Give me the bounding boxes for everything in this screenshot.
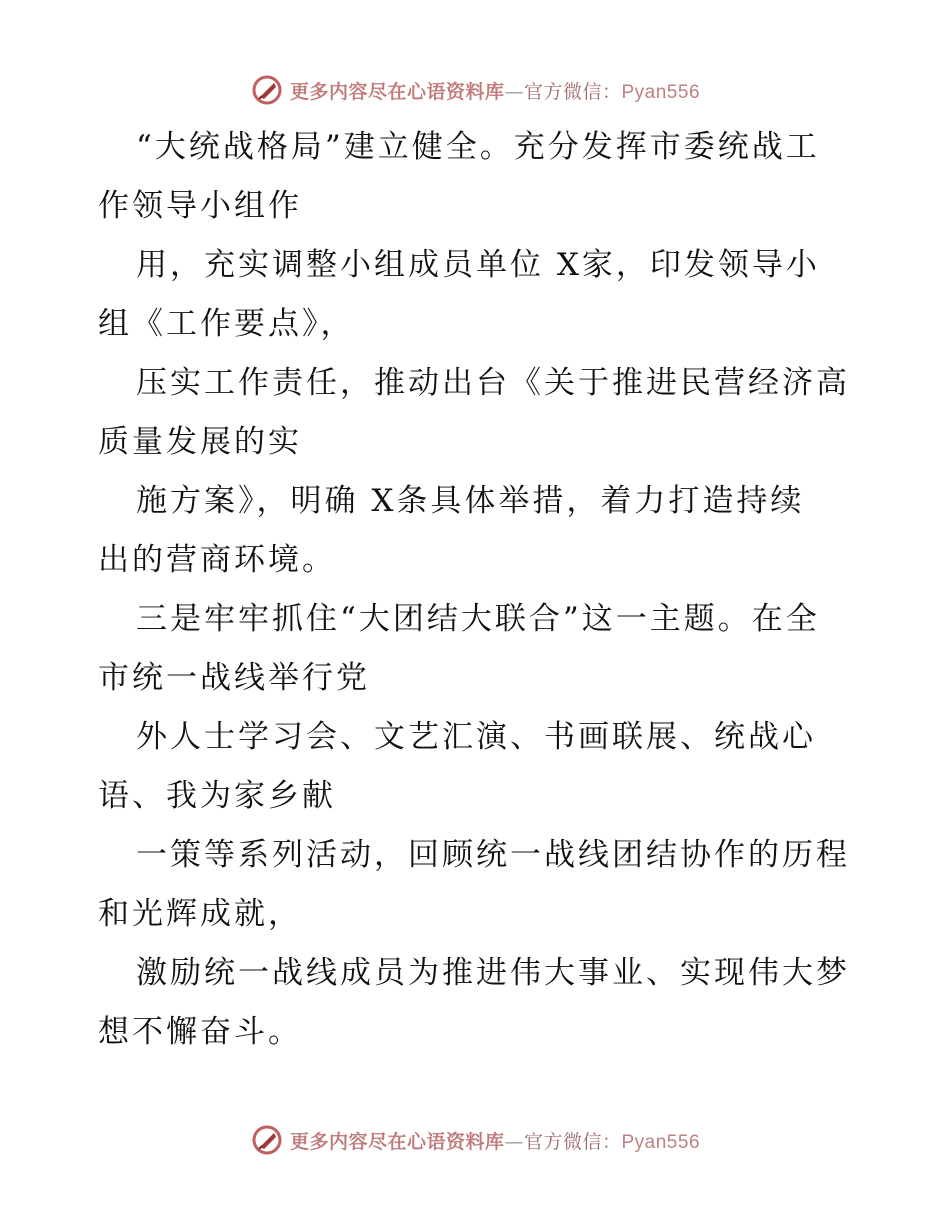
text-line: 组《工作要点》， bbox=[98, 306, 355, 342]
text-line: 质量发展的实 bbox=[98, 424, 302, 460]
text-line: 出的营商环境。 bbox=[98, 542, 336, 578]
banner-main-text: 更多内容尽在心语资料库 bbox=[289, 80, 505, 103]
quill-logo-icon bbox=[250, 73, 284, 107]
document-body bbox=[98, 118, 858, 1062]
header-banner bbox=[0, 70, 950, 110]
text-line: 作领导小组作 bbox=[98, 188, 302, 224]
footer-banner bbox=[0, 1120, 950, 1160]
banner-text bbox=[290, 1127, 700, 1154]
text-line: 施方案》，明确 X条具体举措，着力打造持续 bbox=[136, 483, 805, 519]
quill-logo-icon bbox=[250, 1123, 284, 1157]
text-line: 和光辉成就， bbox=[98, 896, 302, 932]
text-line: 外人士学习会、文艺汇演、书画联展、统战心 bbox=[136, 719, 816, 755]
text-line: 语、我为家乡献 bbox=[98, 778, 336, 814]
text-line: 压实工作责任，推动出台《关于推进民营经济高 bbox=[136, 365, 850, 401]
text-line: 三是牢牢抓住“大团结大联合”这一主题。在全 bbox=[136, 601, 820, 637]
banner-wechat-id: Pyan556 bbox=[621, 1131, 701, 1153]
banner-separator: — bbox=[504, 1130, 524, 1153]
banner-main-text: 更多内容尽在心语资料库 bbox=[289, 1130, 505, 1153]
text-line: 一策等系列活动，回顾统一战线团结协作的历程 bbox=[136, 837, 850, 873]
banner-separator: — bbox=[504, 80, 524, 103]
text-line: “大统战格局”建立健全。充分发挥市委统战工 bbox=[136, 129, 820, 165]
text-line: 想不懈奋斗。 bbox=[98, 1014, 302, 1050]
banner-wechat-label: 官方微信： bbox=[523, 80, 622, 103]
banner-wechat-label: 官方微信： bbox=[523, 1130, 622, 1153]
text-line: 激励统一战线成员为推进伟大事业、实现伟大梦 bbox=[136, 955, 850, 991]
banner-wechat-id: Pyan556 bbox=[621, 81, 701, 103]
banner-text bbox=[290, 77, 700, 104]
text-line: 市统一战线举行党 bbox=[98, 660, 370, 696]
text-line: 用，充实调整小组成员单位 X家，印发领导小 bbox=[136, 247, 820, 283]
